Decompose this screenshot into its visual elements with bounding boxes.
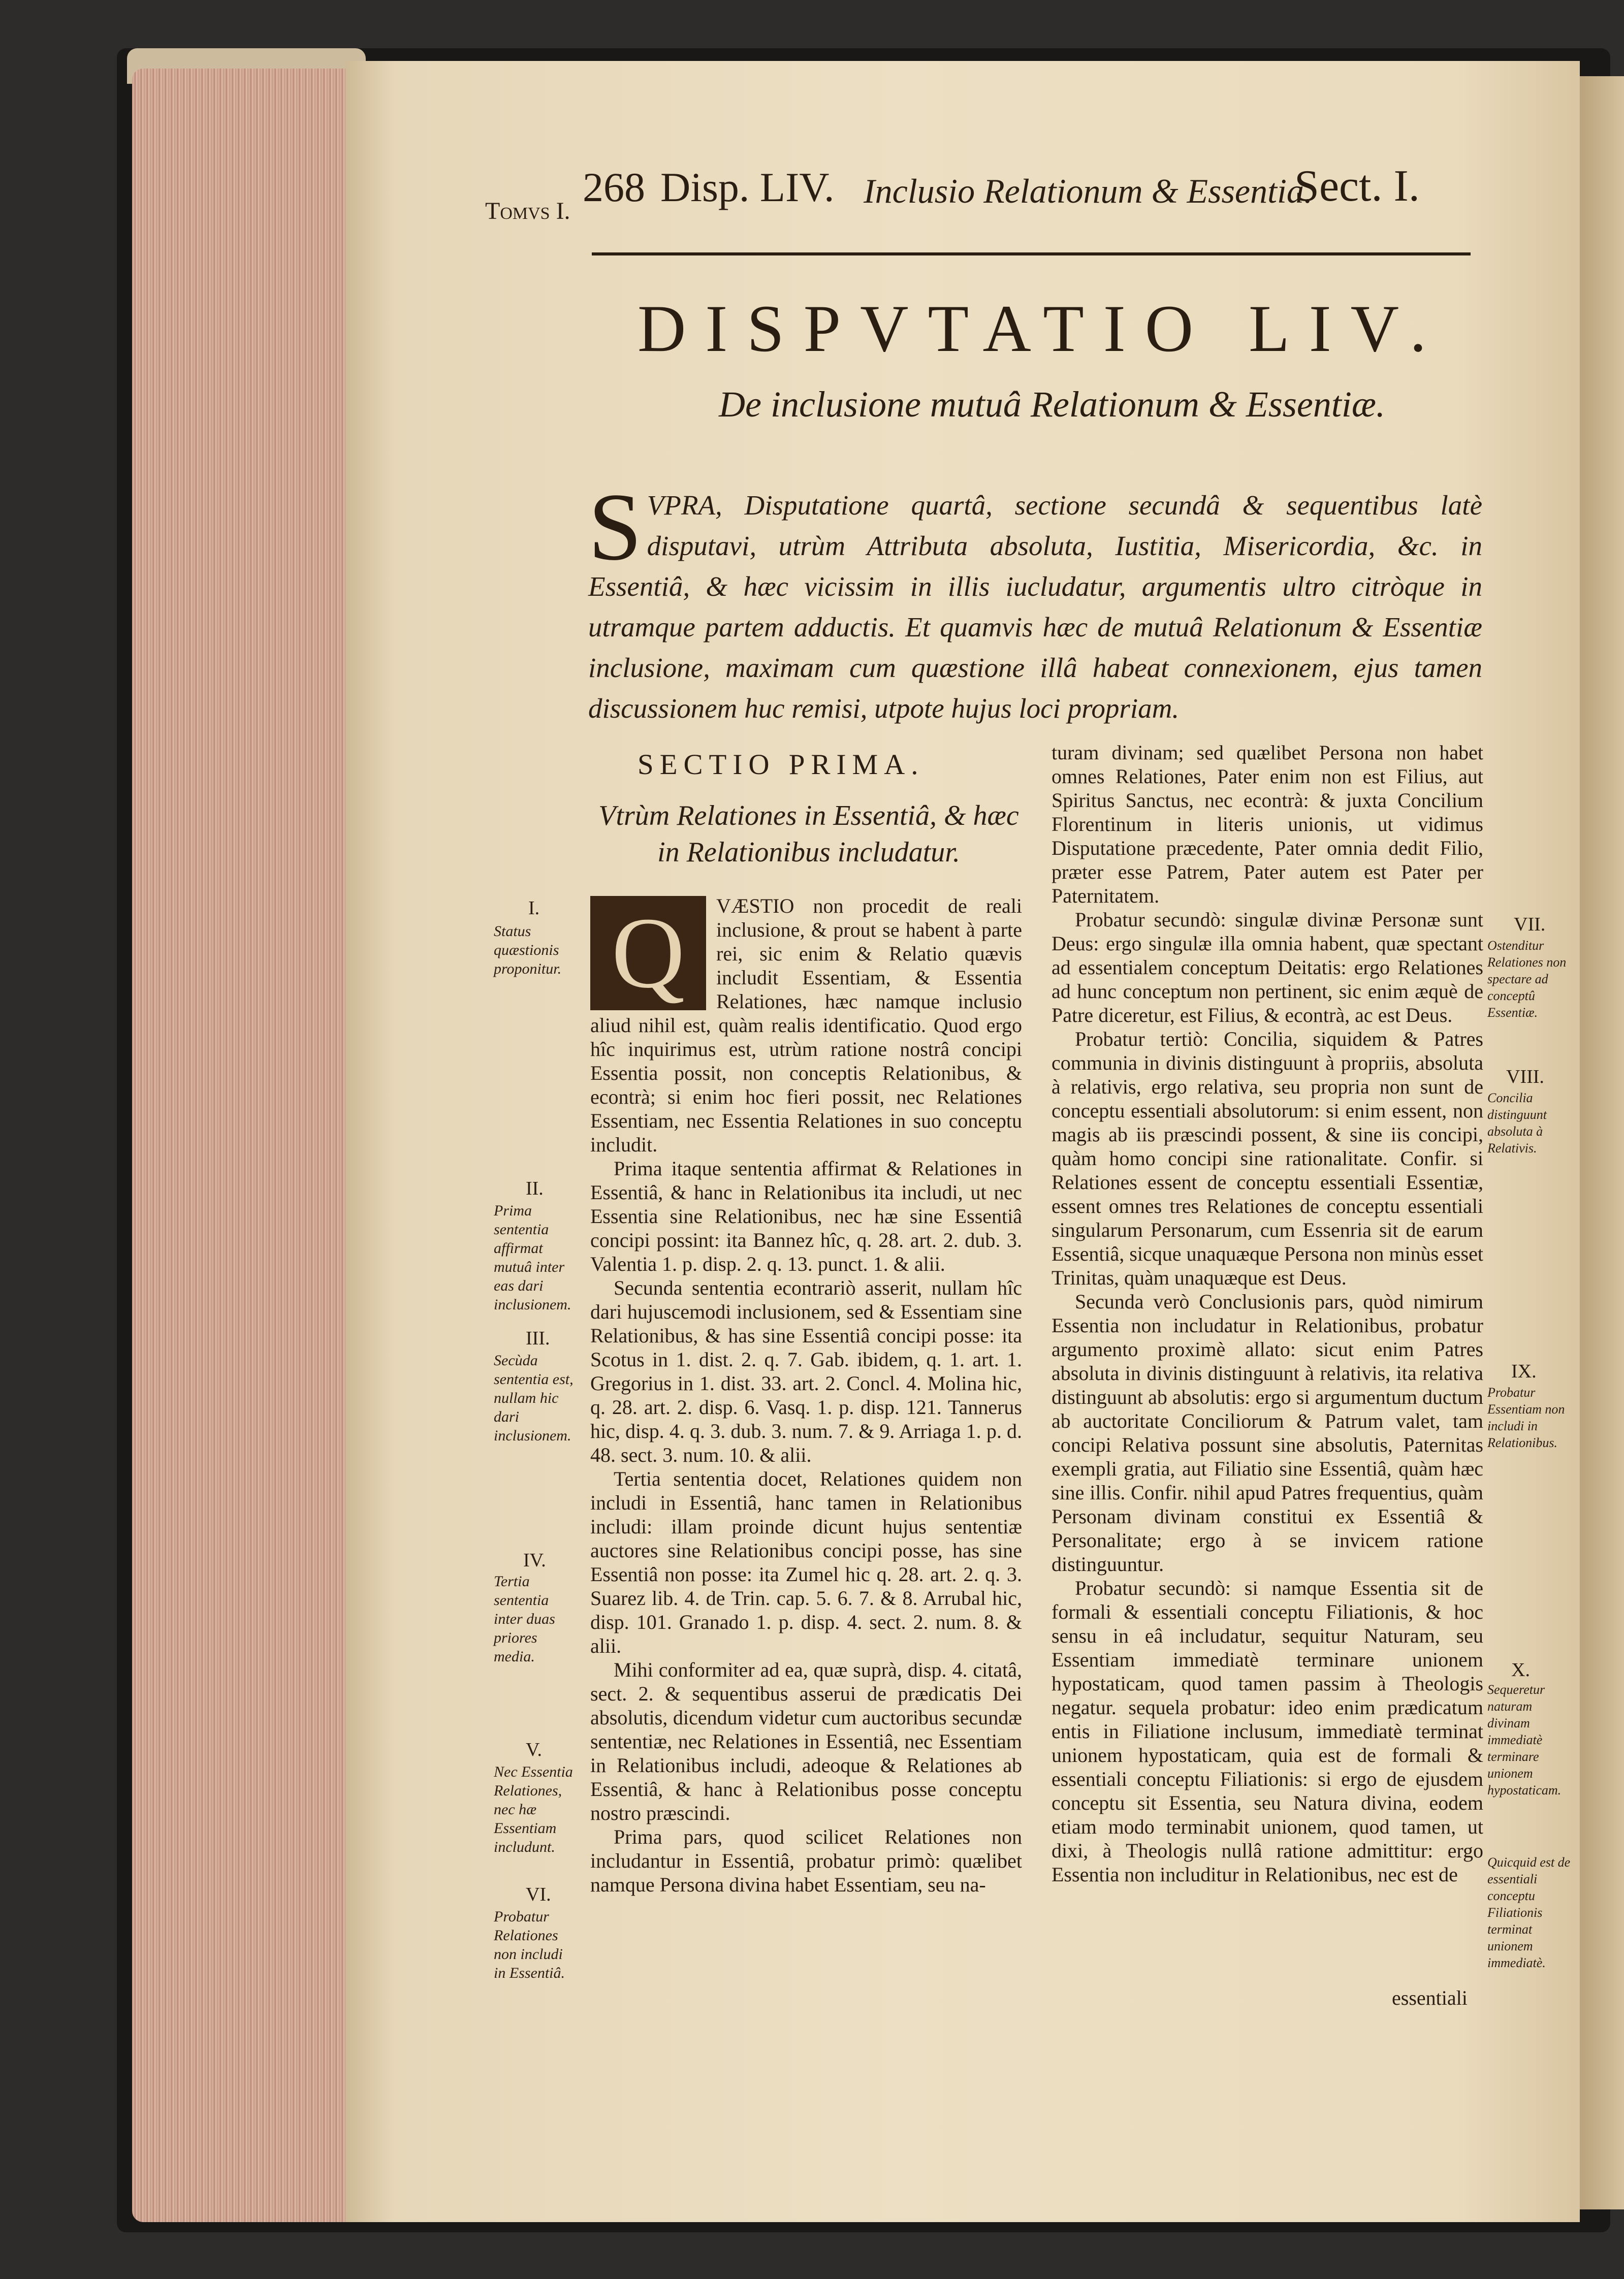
- right-paragraph: Secunda verò Conclusionis pars, quòd nimirum Essentia non includatur in Relationibus, probatur argumento proximè allato: sicut enim Patres absoluta in divinis distinguunt à relativis, ita relativa distinguunt ab absolutis: ergo si argumentum ductum ab auctoritate Conciliorum & Patrum valet, tam concipi Relativa possunt sine absolutis, Paternitas exempli gratia, aut Filiatio sine Essentiâ, quàm hæc sine illis. Confir. nihil apud Patres frequentius, quàm Personam divinam constitui ex Essentiâ & Personalitate; ergo à se invicem ratione distinguuntur.: [1052, 1290, 1483, 1576]
- right-paragraph: Probatur secundò: si namque Essentia sit de formali & essentiali conceptu Filiationis, & hoc sensu in eâ includatur, sequitur Naturam, seu Essentiam immediatè terminare unionem hypostaticam, quod tamen passim à Theologis negatur. sequela probatur: ideo enim prædicatum entis in Filiatione inclusum, immediatè terminat unionem hypostaticam, quia est de formali & essentiali conceptu Filiationis: si ergo de ejusdem conceptu sit Essentia, seu Natura divina, eodem etiam modo terminabit unionem, quod tamen, ut dixi, à Theologis nullâ ratione admittitur: ergo Essentia non includitur in Relationibus, nec est de: [1052, 1577, 1483, 1886]
- right-first-paragraph: turam divinam; sed quælibet Persona non habet omnes Relationes, Pater enim non est Filius, aut Spiritus Sanctus, nec econtrà: & juxta Concilium Florentinum in literis unionis, ut vidimus Disputatione præcedente, Pater omnia dedit Filio, præter esse Patrem, Pater autem est Pater per Paternitatem.: [1052, 741, 1483, 907]
- right-column: [1052, 741, 1483, 1886]
- decorated-initial: [590, 896, 706, 1010]
- right-paragraph: Probatur tertiò: Concilia, siquidem & Patres communia in divinis distinguunt à propriis, absoluta à relativis, ergo relativa, seu propria non sunt de conceptu essentiali absolutorum: si enim essent, non magis ab iis præscindi possent, & sine iis concipi, quàm homo concipi sine rationalitate. Confir. si Relationes essent de conceptu essentiali Essentiæ, essent omnes tres Relationes de conceptu essentiali singularum Personarum, cum Essenria sit de earum Essentiâ, sicque unaquæque Persona non minùs esset Trinitas, quàm unaquæque est Deus.: [1052, 1028, 1483, 1289]
- margin-note: Status quæstionis proponitur.: [494, 923, 562, 977]
- left-paragraph: Secunda sententia econtrariò asserit, nullam hîc dari hujuscemodi inclusionem, sed & Essentiam sine Relationibus, & has sine Essentiâ concipi posse: ita Scotus in 1. dist. 2. q. 7. Gab. ibidem, q. 1. art. 1. Gregorius in 1. dist. 33. art. 2. Concl. 4. Molina hic, q. 28. art. 2. disp. 6. Vasq. 1. p. disp. 121. Tannerus hic, disp. 4. q. 3. dub. 3. num. 7. & 9. Arriaga 1. p. d. 48. sect. 3. num. 10. & alii.: [590, 1276, 1022, 1466]
- running-head-title: Inclusio Relationum & Essentia.: [864, 172, 1313, 210]
- margin-note: Sequeretur naturam divinam immediatè terminare unionem hypostaticam.: [1487, 1682, 1562, 1797]
- page-number: 268: [583, 164, 645, 210]
- intro-text: VPRA, Disputatione quartâ, sectione secundâ & sequentibus latè disputavi, utrùm Attributa absoluta, Iustitia, Misericordia, &c. in Essentiâ, & hæc vicissim in illis iucludatur, argumentis ultro citròque in utramque partem adductis. Et quamvis hæc de mutuâ Relationum & Essentiæ inclusione, maximam cum quæstione illâ habeat connexionem, ejus tamen discussionem huc remisi, utpote hujus loci propriam.: [588, 490, 1482, 724]
- margin-number: III.: [526, 1328, 550, 1349]
- section-subtitle: Vtrùm Relationes in Essentiâ, & hæc in Relationibus includatur.: [598, 800, 1019, 868]
- intro-paragraph: [588, 474, 1482, 729]
- margin-number: X.: [1511, 1659, 1530, 1681]
- margin-note: Prima sententia affirmat mutuâ inter eas dari inclusionem.: [494, 1202, 571, 1313]
- right-paragraph: Probatur secundò: singulæ divinæ Personæ sunt Deus: ergo singulæ illa omnia habent, quæ spectant ad essentialem conceptum Deitatis: ergo Relationes ad hunc conceptum non pertinent, sic enim æquè de Patre diceretur, est Filius, & econtrà, ac est Deus.: [1052, 908, 1483, 1026]
- margin-note: Concilia distinguunt absoluta à Relativis.: [1487, 1090, 1547, 1155]
- margin-note: Secùda sententia est, nullam hic dari inclusionem.: [494, 1352, 574, 1444]
- margin-note: Tertia sententia inter duas priores media.: [494, 1573, 555, 1665]
- facing-page-edge: [1580, 76, 1624, 2209]
- margin-number: VI.: [526, 1884, 551, 1905]
- book-fore-edge: [132, 69, 363, 2222]
- left-paragraph: Prima pars, quod scilicet Relationes non includantur in Essentiâ, probatur primò: quælibet namque Persona divina habet Essentiam, seu na-: [590, 1825, 1022, 1896]
- section-heading: SECTIO PRIMA.: [638, 749, 925, 781]
- margin-number: VII.: [1514, 914, 1546, 935]
- margin-number: II.: [526, 1178, 544, 1199]
- margin-note: Probatur Essentiam non includi in Relationibus.: [1487, 1385, 1565, 1450]
- left-column: [590, 894, 1022, 1897]
- decorated-initial-letter: Q: [611, 897, 685, 1009]
- left-paragraph: Mihi conformiter ad ea, quæ suprà, disp. 4. citatâ, sect. 2. & sequentibus asserui de prædicatis Dei absolutis, dicendum videtur cum auctoribus secundæ sententiæ, nec Relationes in Essentiâ, nec Essentiam in Relationibus includi, adeoque & Relationes ab Essentiâ, & hanc à Relationibus posse conceptu nostro præscindi.: [590, 1658, 1022, 1824]
- margin-note: Ostenditur Relationes non spectare ad conceptû Essentiæ.: [1487, 938, 1567, 1020]
- margin-number: IV.: [523, 1550, 546, 1571]
- margin-number: VIII.: [1506, 1066, 1544, 1087]
- margin-number: V.: [526, 1739, 543, 1760]
- margin-note: Nec Essentia Relationes, nec hæ Essentiam includunt.: [494, 1763, 573, 1855]
- margin-number: I.: [528, 897, 540, 919]
- left-first-paragraph-text: VÆSTIO non procedit de reali inclusione, & prout se habent à parte rei, sic enim & Relatio quævis includit Essentiam, & Essentia Relationes, hæc namque inclusio aliud nihil est, quàm realis identificatio. Quod ergo hîc inquirimus est, utrùm ratione nostrâ concipi Essentia possit, non conceptis Relationibus, & econtrà; si enim hoc fieri possit, nec Relationes Essentiam, nec Essentia Relationes in suo conceptu includit.: [590, 894, 1022, 1156]
- catchword: essentiali: [1392, 1986, 1468, 2009]
- margin-note: Quicquid est de essentiali conceptu Filiationis terminat unionem immediatè.: [1487, 1855, 1571, 1970]
- left-paragraph: Tertia sententia docet, Relationes quidem non includi in Essentiâ, hanc tamen in Relationibus includi: illam proinde dicunt hujus sententiæ auctores sine Relationibus concipi posse, has sine Essentiâ non posse: ita Zumel hic q. 28. art. 2. q. 3. Suarez lib. 4. de Trin. cap. 5. 6. 7. & 8. Arrubal hic, disp. 101. Granado 1. p. disp. 4. sect. 2. num. 8. & alii.: [590, 1467, 1022, 1657]
- disputatio-title: DISPVTATIO LIV.: [638, 291, 1446, 366]
- running-head-disputatio: Disp. LIV.: [660, 164, 835, 210]
- margin-note: Probatur Relationes non includi in Essentiâ.: [494, 1908, 565, 1981]
- intro-dropcap: S: [588, 474, 642, 581]
- running-head-tomus: Tomvs I.: [485, 198, 570, 224]
- header-rule: [592, 252, 1471, 255]
- disputatio-subtitle: De inclusione mutuâ Relationum & Essentiæ.: [719, 384, 1385, 425]
- left-paragraph: Prima itaque sententia affirmat & Relationes in Essentiâ, & hanc in Relationibus ita includi, ut nec Essentia sine Relationibus, nec hæ sine Essentiâ concipi possint: ita Bannez hîc, q. 28. art. 2. dub. 3. Valentia 1. p. disp. 2. q. 13. punct. 1. & alii.: [590, 1157, 1022, 1275]
- left-first-paragraph: [590, 894, 1022, 1157]
- running-head-section: Sect. I.: [1294, 162, 1420, 211]
- margin-number: IX.: [1511, 1361, 1537, 1382]
